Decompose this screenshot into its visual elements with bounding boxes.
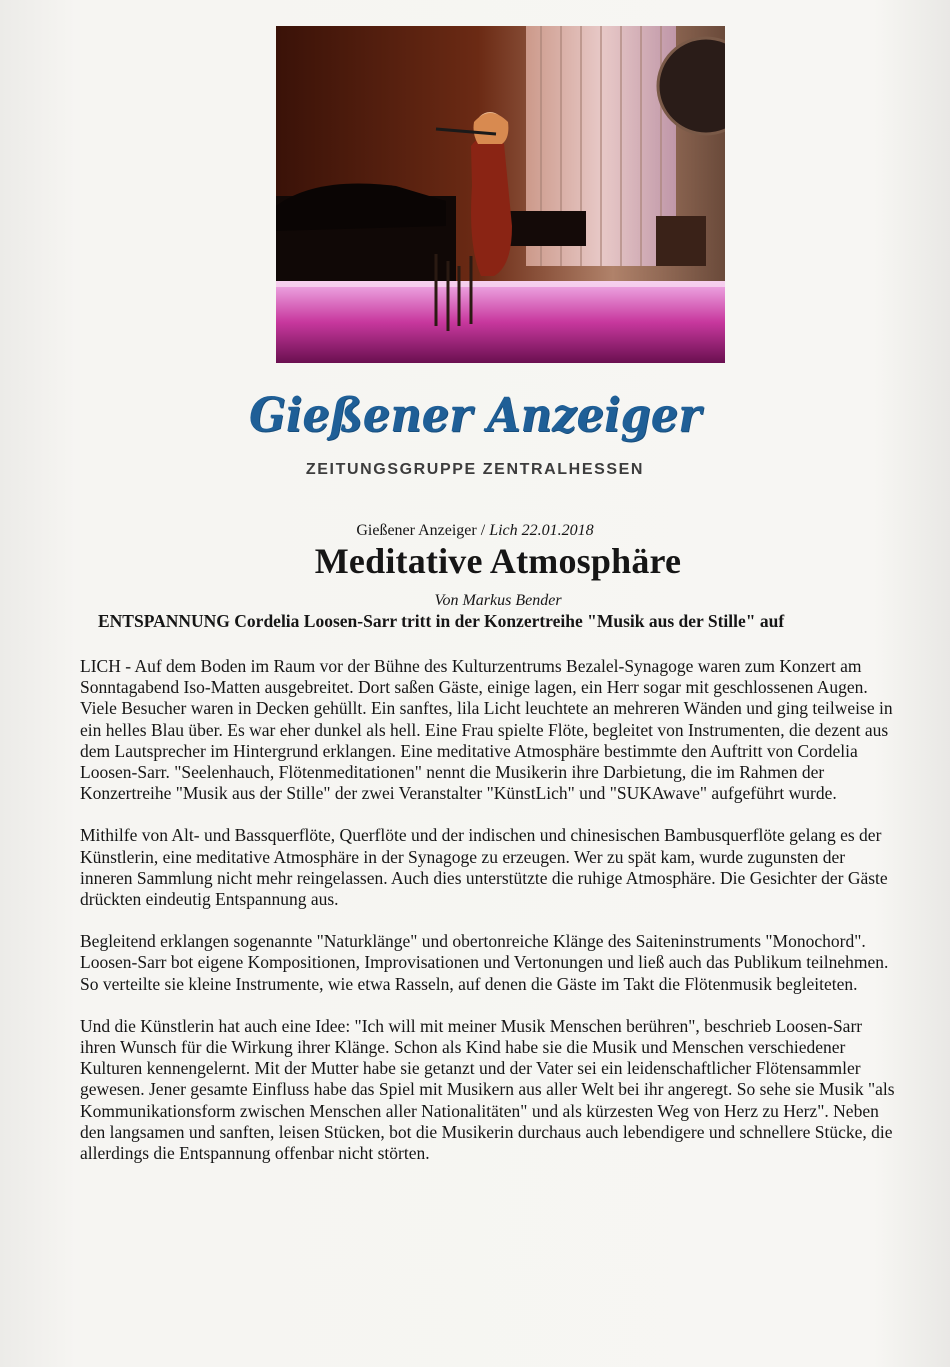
article-byline: Von Markus Bender	[434, 592, 562, 609]
article-paragraph: Mithilfe von Alt- und Bassquerflöte, Querflöte und der indischen und chinesischen Bambusquerflöte gelang es der Künstlerin, eine meditative Atmosphäre in der Synagoge zu erzeugen. Wer zu spät kam, wurde zugunsten der inneren Sammlung nicht mehr reingelassen. Auch dies unterstützte die ruhige Atmosphäre. Die Gesichter der Gäste drückten eindeutig Entspannung aus.	[80, 825, 888, 910]
source-separator: /	[480, 522, 486, 539]
article-paragraph: Begleitend erklangen sogenannte "Naturklänge" und obertonreiche Klänge des Saiteninstruments "Monochord". Loosen-Sarr bot eigene Kompositionen, Improvisationen und Vertonungen und ließ auch das Publikum teilnehmen. So verteilte sie kleine Instrumente, wie etwa Rasseln, auf denen die Gäste im Takt die Flötenmusik begleiteten.	[80, 931, 889, 994]
article-headline: Meditative Atmosphäre	[314, 541, 682, 581]
masthead-subtitle: ZEITUNGSGRUPPE ZENTRALHESSEN	[305, 461, 645, 478]
masthead-title: Gießener Anzeiger	[248, 388, 702, 443]
source-name: Gießener Anzeiger	[356, 522, 477, 539]
article-paragraph: Und die Künstlerin hat auch eine Idee: "Ich will mit meiner Musik Menschen berühren", beschrieb Loosen-Sarr ihren Wunsch für die Wirkung ihrer Klänge. Schon als Kind habe sie die Musik und Menschen verschiedener Kulturen kennengelernt. Mit der Mutter habe sie getanzt und der Vater sei ein leidenschaftlicher Flötensammler gewesen. Jener gesamte Einfluss habe das Spiel mit Musikern aus aller Welt bei ihr angeregt. So sehe sie Musik "als Kommunikationsform zwischen Menschen aller Nationalitäten" und als kürzesten Weg von Herz zu Herz". Neben den langsamen und sanften, leisen Stücken, bot die Musikerin durchaus auch lebendigere und schnellere Stücke, die allerdings die Entspannung offenbar nicht störten.	[80, 1015, 895, 1164]
article-source-line	[0, 522, 950, 540]
place-date: Lich 22.01.2018	[489, 522, 594, 539]
article-body	[80, 656, 900, 1185]
concert-photo	[276, 26, 725, 363]
article-subheadline: ENTSPANNUNG Cordelia Loosen-Sarr tritt in der Konzertreihe "Musik aus der Stille" auf	[98, 611, 785, 631]
newspaper-masthead	[0, 388, 950, 479]
article-paragraph: LICH - Auf dem Boden im Raum vor der Bühne des Kulturzentrums Bezalel-Synagoge waren zum Konzert am Sonntagabend Iso-Matten ausgebreitet. Dort saßen Gäste, einige lagen, ein Herr sogar mit geschlossenen Augen. Viele Besucher waren in Decken gehüllt. Ein sanftes, lila Licht leuchtete an mehreren Wänden und ging teilweise in ein helles Blau über. Es war eher dunkel als hell. Eine Frau spielte Flöte, begleitet von Instrumenten, die dezent aus dem Lautsprecher im Hintergrund erklangen. Eine meditative Atmosphäre bestimmte den Auftritt von Cordelia Loosen-Sarr. "Seelenhauch, Flötenmeditationen" nennt die Musikerin ihre Darbietung, die im Rahmen der Konzertreihe "Musik aus der Stille" der zwei Veranstalter "KünstLich" und "SUKAwave" aufgeführt wurde.	[80, 656, 893, 804]
